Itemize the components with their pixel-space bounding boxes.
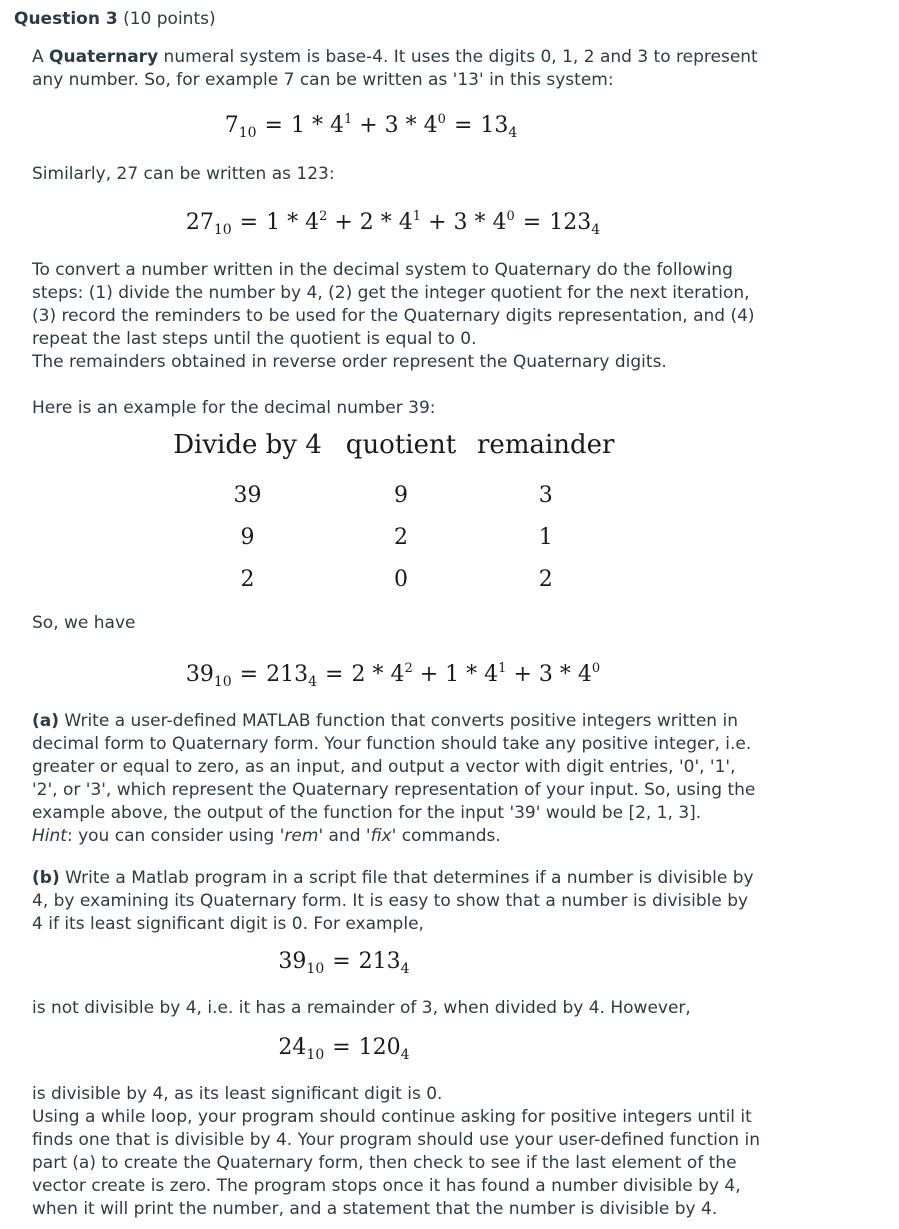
eq2-term2: + 2 * 4 xyxy=(334,210,413,235)
is-divisible-text: is divisible by 4, as its least significant digit is 0. xyxy=(32,1084,443,1104)
equation-4: $39_{10} = 213_4$ xyxy=(278,949,410,977)
convert-paragraph: To convert a number written in the decimal system to Quaternary do the following steps: (1) divide the number by 4, (2) get the integer quotient for the next iteration, (3) record the reminders to be used for the Quaternary digits representation, and (4) repeat the last steps until the quotient is equal to 0. xyxy=(32,260,755,349)
equation-2: $27_{10} = 1 * 4^2 + 2 * 4^1 + 3 * 4^0 = 123_4$ xyxy=(185,209,601,238)
eq5-lhs: 24 xyxy=(278,1035,307,1060)
question-points: (10 points) xyxy=(123,9,216,29)
eq2-term1-exp: 2 xyxy=(319,209,328,224)
eq3-term2-exp: 1 xyxy=(498,661,507,676)
eq2-term3: + 3 * 4 xyxy=(428,210,507,235)
eq2-rhs-base: 4 xyxy=(591,222,601,238)
table-cell: 0 xyxy=(394,566,408,592)
table-cell: 1 xyxy=(538,524,553,550)
table-header-divide: Divide by 4 xyxy=(173,430,322,460)
eq2-lhs-base: 10 xyxy=(213,222,232,238)
eq4-lhs: 39 xyxy=(278,949,307,974)
eq2-term3-exp: 0 xyxy=(506,209,515,224)
eq2-term1: 1 * 4 xyxy=(266,210,320,235)
table-cell: 2 xyxy=(538,566,553,592)
eq1-lhs-base: 10 xyxy=(238,125,257,141)
eq4-rhs-base: 4 xyxy=(400,961,410,977)
hint-label: Hint xyxy=(32,826,67,846)
question-title: Question 3 xyxy=(14,9,118,29)
eq4-rhs: 213 xyxy=(358,949,401,974)
table-row xyxy=(170,516,615,558)
table-cell: 9 xyxy=(240,524,255,550)
eq2-term2-exp: 1 xyxy=(412,209,422,224)
table-cell: 9 xyxy=(394,482,408,508)
eq5-lhs-base: 10 xyxy=(306,1047,325,1063)
part-b-label: (b) xyxy=(32,868,60,888)
equation-5: $24_{10} = 120_4$ xyxy=(278,1035,410,1063)
table-row xyxy=(170,474,615,516)
equation-3: $39_{10} = 213_4 = 2 * 4^2 + 1 * 4^1 + 3 * 4^0$ xyxy=(185,661,601,690)
intro-text: numeral system is base-4. It uses the digits 0, 1, 2 and 3 to represent any number. So, for example 7 can be written as '13' in this system: xyxy=(32,47,758,90)
eq5-rhs: 120 xyxy=(358,1035,401,1060)
eq3-mid: 213 xyxy=(266,662,309,687)
eq3-term1: 2 * 4 xyxy=(351,662,405,687)
part-b-text: Write a Matlab program in a script file that determines if a number is divisible by 4, by examining its Quaternary form. It is easy to show that a number is divisible by 4 if its least significant digit is 0. For example, xyxy=(32,868,754,934)
remainders-paragraph: The remainders obtained in reverse order represent the Quaternary digits. xyxy=(32,352,667,372)
hint-fix: fix xyxy=(370,826,392,846)
table-header-row xyxy=(170,430,615,474)
eq2-rhs: 123 xyxy=(549,210,592,235)
table-cell: 2 xyxy=(240,566,255,592)
intro-bold: Quaternary xyxy=(49,47,159,67)
hint-mid: : you can consider using ' xyxy=(66,826,285,846)
division-table xyxy=(170,430,615,600)
eq4-lhs-base: 10 xyxy=(306,961,325,977)
table-row xyxy=(170,558,615,600)
eq3-term3-exp: 0 xyxy=(591,661,601,676)
intro-pre: A xyxy=(32,47,50,67)
hint-and: ' and ' xyxy=(318,826,371,846)
eq1-lhs: 7 xyxy=(224,113,239,138)
table-cell: 3 xyxy=(538,482,553,508)
eq3-mid-base: 4 xyxy=(308,674,318,690)
eq3-lhs: 39 xyxy=(185,662,214,687)
similarly-text: Similarly, 27 can be written as 123: xyxy=(32,164,335,184)
eq1-rhs: 13 xyxy=(480,113,509,138)
not-divisible-text: is not divisible by 4, i.e. it has a remainder of 3, when divided by 4. However, xyxy=(32,998,691,1018)
example-intro: Here is an example for the decimal number 39: xyxy=(32,398,436,418)
table-header-quotient: quotient xyxy=(345,430,457,460)
eq3-term3: + 3 * 4 xyxy=(513,662,592,687)
question-header xyxy=(14,9,216,29)
so-we-have-text: So, we have xyxy=(32,613,136,633)
table-cell: 39 xyxy=(233,482,262,508)
eq5-rhs-base: 4 xyxy=(400,1047,410,1063)
equation-1: $7_{10} = 1 * 4^1 + 3 * 4^0 = 13_4$ xyxy=(224,112,518,141)
eq3-lhs-base: 10 xyxy=(213,674,232,690)
hint-end: ' commands. xyxy=(391,826,501,846)
intro-paragraph xyxy=(32,46,762,92)
hint-rem: rem xyxy=(284,826,319,846)
eq2-lhs: 27 xyxy=(185,210,214,235)
table-header-remainder: remainder xyxy=(477,430,615,460)
part-a-paragraph xyxy=(32,710,762,848)
while-loop-paragraph: Using a while loop, your program should continue asking for positive integers until it finds one that is divisible by 4. Your program should use your user-defined function in part (a) to create the Quaternary form, then check to see if the last element of the vector create is zero. The program stops once it has found a number divisible by 4, when it will print the number, and a statement that the number is divisible by 4. xyxy=(32,1107,760,1219)
eq1-term1-exp: 1 xyxy=(343,112,353,127)
eq1-term2-exp: 0 xyxy=(437,112,446,127)
part-a-text: Write a user-defined MATLAB function that converts positive integers written in decimal form to Quaternary form. Your function should take any positive integer, i.e. greater or equal to zero, as an input, and output a vector with digit entries, '0', '1', '2', or '3', which represent the Quaternary representation of your input. So, using the example above, the output of the function for the input '39' would be [2, 1, 3]. xyxy=(32,711,756,823)
question-body xyxy=(32,46,762,1221)
eq3-term2: + 1 * 4 xyxy=(419,662,499,687)
part-b-paragraph xyxy=(32,867,762,936)
eq1-term2: + 3 * 4 xyxy=(359,113,438,138)
eq1-term1: 1 * 4 xyxy=(290,113,344,138)
eq1-rhs-base: 4 xyxy=(508,125,518,141)
part-a-label: (a) xyxy=(32,711,60,731)
eq3-term1-exp: 2 xyxy=(404,661,413,676)
table-cell: 2 xyxy=(394,524,408,550)
